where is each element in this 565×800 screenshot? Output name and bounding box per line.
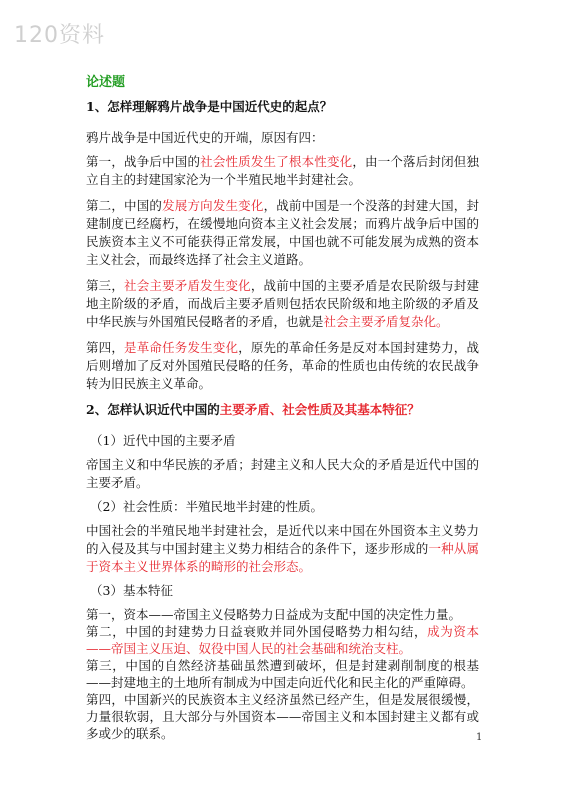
text: ，战前中国是一个没落的封建大国，封建制度已经腐朽，在缓慢地向资本主义社会发展；而鸦片战争后中国的民族资本主义不可能获得正常发展，中国也就不可能发展为成熟的资本主义社会，而最终选择了社会主义道路。	[86, 198, 479, 267]
highlight-text: 社会主要矛盾发生变化	[124, 278, 251, 293]
highlight-text: 是革命任务发生变化	[124, 340, 239, 355]
highlight-text: 主要矛盾、社会性质及其基本特征？	[219, 402, 420, 417]
text: 中国社会的半殖民地半封建社会，是近代以来中国在外国资本主义势力的入侵及其与中国封建主义势力相结合的条件下，逐步形成的	[86, 523, 479, 556]
highlight-text: 社会性质发生了根本性变化	[200, 154, 353, 169]
question-2-title	[86, 401, 479, 419]
q2-subheading-1: （1）近代中国的主要矛盾	[90, 433, 236, 448]
q1-point-3	[86, 277, 479, 331]
text: 第一，战争后中国的	[86, 154, 201, 169]
q2-section-2-body	[86, 522, 479, 576]
watermark-logo: 120资料	[14, 23, 105, 48]
feature-3: 第三，中国的自然经济基础虽然遭到破坏，但是封建剥削制度的根基——封建地主的土地所有制成为中国走向近代化和民主化的严重障碍。	[86, 658, 479, 690]
document-page	[86, 74, 479, 742]
feature-4: 第四，中国新兴的民族资本主义经济虽然已经产生，但是发展很缓慢，力量很软弱，且大部分与外国资本——帝国主义和本国封建主义都有或多或少的联系。	[86, 692, 479, 741]
feature-1: 第一，资本——帝国主义侵略势力日益成为支配中国的决定性力量。	[86, 607, 462, 622]
q1-point-1	[86, 153, 479, 189]
q2-subheading-3: （3）基本特征	[90, 583, 173, 598]
question-1-title: 1、怎样理解鸦片战争是中国近代史的起点？	[86, 99, 333, 114]
section-heading: 论述题	[86, 75, 126, 90]
text: 2、怎样认识近代中国的	[86, 402, 220, 417]
highlight-text: 社会主要矛盾复杂化。	[323, 314, 449, 329]
highlight-text: 发展方向发生变化	[162, 198, 264, 213]
q1-point-4	[86, 339, 479, 393]
text: 第二，中国的封建势力日益衰败并同外国侵略势力相勾结，	[86, 624, 428, 639]
feature-2	[86, 623, 479, 657]
q1-point-2	[86, 197, 479, 269]
highlight-text: 成为资本——帝国主义压迫、奴役中国人民的社会基础和统治支柱。	[86, 624, 479, 656]
text: 第三，	[86, 278, 125, 293]
text: 第二，中国的	[86, 198, 163, 213]
text: ，战前中国的主要矛盾是农民阶级与封建地主阶级的矛盾，而战后主要矛盾则包括农民阶级和地主阶级的矛盾及中华民族与外国殖民侵略者的矛盾，也就是	[86, 278, 479, 329]
q2-subheading-2: （2）社会性质：半殖民地半封建的性质。	[90, 499, 323, 514]
text: ，原先的革命任务是反对本国封建势力，战后则增加了反对外国殖民侵略的任务，革命的性质也由传统的农民战争转为旧民族主义革命。	[86, 340, 479, 391]
highlight-text: 一种从属于资本主义世界体系的畸形的社会形态。	[86, 541, 479, 574]
text: ，由一个落后封闭但独立自主的封建国家沦为一个半殖民地半封建社会。	[86, 154, 479, 187]
page-number: 1	[476, 732, 483, 743]
q2-section-1-body: 帝国主义和中华民族的矛盾；封建主义和人民大众的矛盾是近代中国的主要矛盾。	[86, 457, 479, 490]
q1-intro: 鸦片战争是中国近代史的开端，原因有四：	[86, 130, 324, 145]
text: 第四，	[86, 340, 125, 355]
